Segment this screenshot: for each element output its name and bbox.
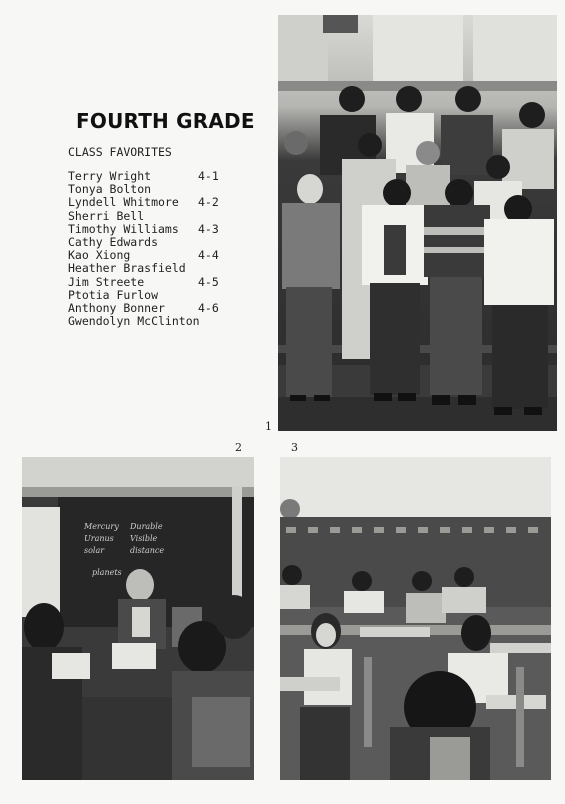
photo-number-2: 2 [235,441,242,454]
favorite-name: Jim Streete [68,274,145,289]
photo-classroom-desks [280,457,551,780]
favorite-name: Ptotia Furlow [68,287,159,302]
group-photo-image [278,15,557,431]
favorite-name: Kao Xiong [68,248,131,263]
chalk-text: Visible [130,534,158,543]
favorite-name: Gwendolyn McClinton [68,314,200,329]
class-favorites-heading: CLASS FAVORITES [68,145,172,159]
favorite-row [68,315,228,328]
favorite-name: Terry Wright [68,169,152,183]
photo-class-favorites-group [278,15,557,431]
chalk-text: Durable [130,522,163,531]
class-favorites-list [68,170,228,328]
classroom-photo-image [280,457,551,780]
favorite-room: 4-1 [198,169,219,183]
favorite-name: Lyndell Whitmore [68,195,179,210]
favorite-name: Tonya Bolton [68,182,152,197]
favorite-room: 4-3 [198,221,219,236]
chalk-text: Mercury [84,522,119,531]
favorite-name: Heather Brasfield [68,261,186,276]
teacher-photo-image [22,457,254,780]
photo-number-3: 3 [291,441,298,454]
photo-number-1: 1 [265,420,272,433]
favorite-room: 4-4 [198,248,219,263]
photo-teacher-reading [22,457,254,780]
favorite-room: 4-5 [198,274,219,289]
favorite-name: Timothy Williams [68,221,179,236]
favorite-name: Anthony Bonner [68,300,165,315]
chalk-text: distance [130,546,165,555]
favorite-room: 4-6 [198,300,219,315]
favorite-room: 4-2 [198,195,219,210]
chalk-text: solar [84,546,105,555]
page-title: FOURTH GRADE [76,109,255,133]
chalk-text: Uranus [84,534,114,543]
favorite-name: Sherri Bell [68,208,145,223]
favorite-name: Cathy Edwards [68,234,159,249]
chalk-text: planets [92,568,122,577]
